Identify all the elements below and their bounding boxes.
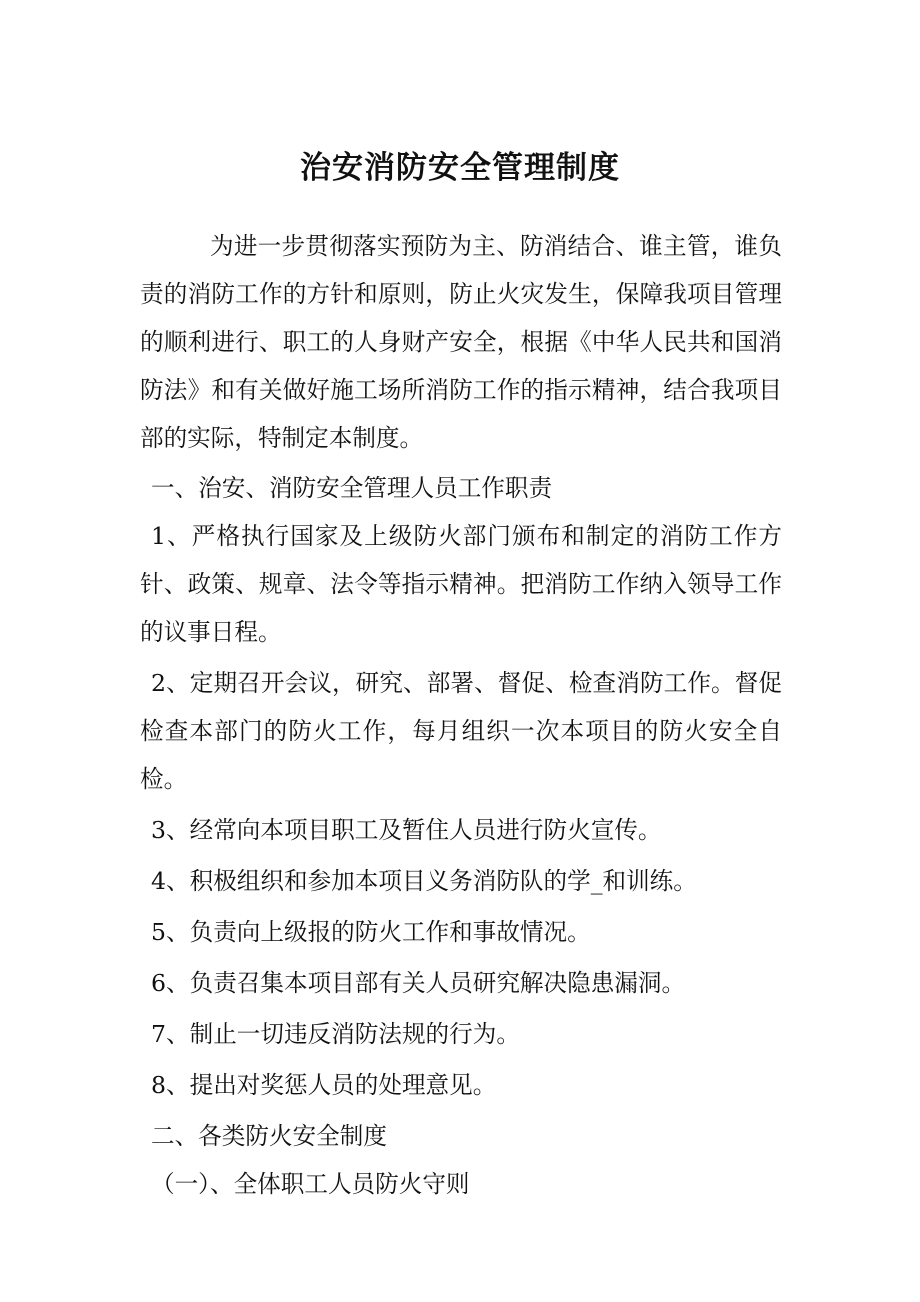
list-item: 4、积极组织和参加本项目义务消防队的学_和训练。 bbox=[151, 867, 697, 895]
list-item: 3、经常向本项目职工及暂住人员进行防火宣传。 bbox=[151, 816, 662, 844]
subsection-heading-1: （一）、全体职工人员防火守则 bbox=[151, 1170, 470, 1198]
intro-paragraph: 为进一步贯彻落实预防为主、防消结合、谁主管，谁负责的消防工作的方针和原则，防止火灾发生，保障我项目管理的顺利进行、职工的人身财产安全，根据《中华人民共和国消防法》和有关做好施工场所消防工作的指示精神，结合我项目部的实际，特制定本制度。 bbox=[140, 232, 782, 452]
document-title: 治安消防安全管理制度 bbox=[300, 150, 620, 186]
section-heading-1: 一、治安、消防安全管理人员工作职责 bbox=[151, 474, 553, 502]
list-item: 5、负责向上级报的防火工作和事故情况。 bbox=[151, 918, 591, 946]
list-item: 1、严格执行国家及上级防火部门颁布和制定的消防工作方针、政策、规章、法令等指示精神。把消防工作纳入领导工作的议事日程。 bbox=[140, 522, 782, 646]
list-item: 7、制止一切违反消防法规的行为。 bbox=[151, 1020, 520, 1048]
list-item: 2、定期召开会议，研究、部署、督促、检查消防工作。督促检查本部门的防火工作，每月组织一次本项目的防火安全自检。 bbox=[140, 669, 782, 793]
list-item: 8、提出对奖惩人员的处理意见。 bbox=[151, 1071, 497, 1099]
list-item: 6、负责召集本项目部有关人员研究解决隐患漏洞。 bbox=[151, 969, 686, 997]
section-heading-2: 二、各类防火安全制度 bbox=[151, 1122, 387, 1150]
document-body bbox=[140, 222, 782, 1208]
